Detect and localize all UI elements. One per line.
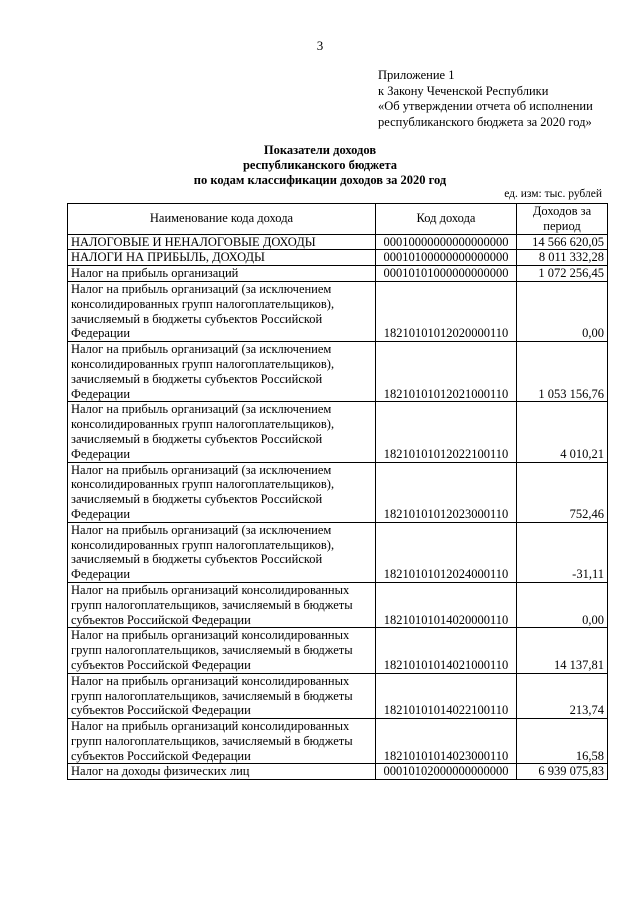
row-sum: 0,00 [517, 582, 608, 627]
row-code: 18210101014020000110 [376, 582, 517, 627]
table-row [68, 281, 608, 341]
row-name: Налог на прибыль организаций (за исключением консолидированных групп налогоплательщиков), зачисляемый в бюджеты субъектов Российской Федерации [68, 281, 376, 341]
row-name: Налог на прибыль организаций (за исключением консолидированных групп налогоплательщиков), зачисляемый в бюджеты субъектов Российской Федерации [68, 522, 376, 582]
table-row [68, 342, 608, 402]
row-sum: 14 566 620,05 [517, 234, 608, 250]
header-name: Наименование кода дохода [68, 204, 376, 235]
row-name: Налог на прибыль организаций консолидированных групп налогоплательщиков, зачисляемый в бюджеты субъектов Российской Федерации [68, 673, 376, 718]
appendix-line: республиканского бюджета за 2020 год» [378, 114, 592, 129]
row-sum: 8 011 332,28 [517, 250, 608, 266]
row-name: Налог на прибыль организаций [68, 266, 376, 282]
table-row [68, 673, 608, 718]
row-sum: -31,11 [517, 522, 608, 582]
row-code: 18210101014022100110 [376, 673, 517, 718]
table-row [68, 522, 608, 582]
row-name: Налог на прибыль организаций (за исключением консолидированных групп налогоплательщиков), зачисляемый в бюджеты субъектов Российской Федерации [68, 402, 376, 462]
appendix-line: Приложение 1 [378, 68, 455, 82]
table-row [68, 462, 608, 522]
title-line: Показатели доходов [263, 143, 377, 157]
row-name: Налог на прибыль организаций консолидированных групп налогоплательщиков, зачисляемый в бюджеты субъектов Российской Федерации [68, 582, 376, 627]
row-name: НАЛОГИ НА ПРИБЫЛЬ, ДОХОДЫ [68, 250, 376, 266]
table-row [68, 250, 608, 266]
document-title [0, 143, 640, 188]
table-row [68, 266, 608, 282]
row-code: 18210101012020000110 [376, 281, 517, 341]
row-name: Налог на прибыль организаций (за исключением консолидированных групп налогоплательщиков), зачисляемый в бюджеты субъектов Российской Федерации [68, 462, 376, 522]
income-table [67, 203, 608, 780]
row-sum: 4 010,21 [517, 402, 608, 462]
table-row [68, 764, 608, 780]
row-code: 00010101000000000000 [376, 266, 517, 282]
row-code: 00010102000000000000 [376, 764, 517, 780]
title-line: республиканского бюджета [242, 158, 398, 172]
row-sum: 6 939 075,83 [517, 764, 608, 780]
row-code: 18210101012021000110 [376, 342, 517, 402]
row-sum: 213,74 [517, 673, 608, 718]
row-sum: 0,00 [517, 281, 608, 341]
row-sum: 1 053 156,76 [517, 342, 608, 402]
header-code: Код дохода [376, 204, 517, 235]
row-code: 00010100000000000000 [376, 250, 517, 266]
row-name: Налог на прибыль организаций (за исключением консолидированных групп налогоплательщиков), зачисляемый в бюджеты субъектов Российской Федерации [68, 342, 376, 402]
row-name: Налог на доходы физических лиц [68, 764, 376, 780]
row-name: НАЛОГОВЫЕ И НЕНАЛОГОВЫЕ ДОХОДЫ [68, 234, 376, 250]
row-code: 18210101012022100110 [376, 402, 517, 462]
table-row [68, 628, 608, 673]
row-code: 00010000000000000000 [376, 234, 517, 250]
row-sum: 16,58 [517, 719, 608, 764]
page-number: 3 [316, 38, 324, 53]
row-name: Налог на прибыль организаций консолидированных групп налогоплательщиков, зачисляемый в бюджеты субъектов Российской Федерации [68, 719, 376, 764]
table-header-row [68, 204, 608, 235]
header-sum: Доходов за период [517, 204, 608, 235]
table-row [68, 234, 608, 250]
appendix-line: к Закону Чеченской Республики [378, 83, 549, 98]
row-sum: 1 072 256,45 [517, 266, 608, 282]
row-code: 18210101014021000110 [376, 628, 517, 673]
units-label: ед. изм: тыс. рублей [504, 188, 602, 200]
row-name: Налог на прибыль организаций консолидированных групп налогоплательщиков, зачисляемый в бюджеты субъектов Российской Федерации [68, 628, 376, 673]
title-line: по кодам классификации доходов за 2020 год [193, 173, 447, 187]
table-row [68, 719, 608, 764]
row-sum: 752,46 [517, 462, 608, 522]
appendix-block [378, 68, 593, 130]
table-row [68, 402, 608, 462]
appendix-line: «Об утверждении отчета об исполнении [378, 99, 593, 113]
row-code: 18210101012023000110 [376, 462, 517, 522]
row-code: 18210101012024000110 [376, 522, 517, 582]
table-row [68, 582, 608, 627]
row-sum: 14 137,81 [517, 628, 608, 673]
row-code: 18210101014023000110 [376, 719, 517, 764]
